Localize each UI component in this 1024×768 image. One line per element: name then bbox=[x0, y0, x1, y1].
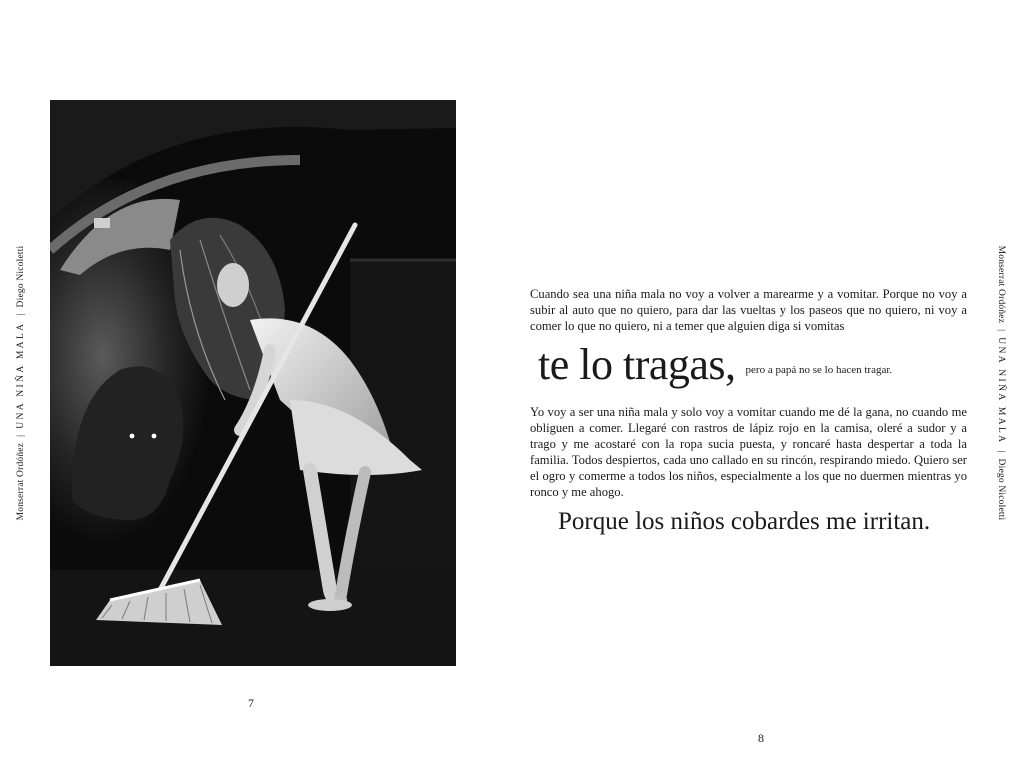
illustrator-name: Diego Nicoletti bbox=[996, 458, 1006, 521]
illustrator-name: Diego Nicoletti bbox=[16, 245, 26, 308]
separator: | bbox=[16, 434, 26, 437]
book-title: UNA NIÑA MALA bbox=[16, 321, 26, 429]
author-name: Monserrat Ordóñez bbox=[16, 442, 26, 521]
illustration bbox=[50, 100, 456, 666]
book-title: UNA NIÑA MALA bbox=[996, 337, 1006, 445]
pull-quote bbox=[538, 337, 968, 393]
author-name: Monserrat Ordóñez bbox=[996, 245, 1006, 324]
closing-line: Porque los niños cobardes me irritan. bbox=[558, 508, 931, 535]
pull-quote-large: te lo tragas, bbox=[538, 340, 736, 389]
right-page-running-header bbox=[988, 100, 1014, 666]
left-page-running-header bbox=[8, 100, 34, 666]
separator: | bbox=[16, 313, 26, 316]
separator: | bbox=[996, 450, 1006, 453]
pull-quote-small: pero a papá no se lo hacen tragar. bbox=[745, 364, 893, 376]
girl-sweeping-with-wolf-illustration-icon bbox=[50, 100, 456, 666]
separator: | bbox=[996, 329, 1006, 332]
paragraph-2: Yo voy a ser una niña mala y solo voy a vomitar cuando me dé la gana, no cuando me obliguen a comer. Llegaré con rastros de lápiz rojo en la camisa, oleré a sudor y a trago y me acostaré con la ropa sucia puesta, y roncaré hasta despertar a toda la familia. Todos despiertos, cada uno callado en su rincón, respirando miedo. Quiero ser el ogro y comerme a todos los niños, especialmente a los que no duermen mientras yo ronco y me ahogo. bbox=[530, 405, 967, 499]
paragraph-1: Cuando sea una niña mala no voy a volver a marearme y a vomitar. Porque no voy a subir al auto que no quiero, para dar las vueltas y los paseos que no quiero, ni voy a comer lo que no quiero, ni a temer que alguien diga si vomitas bbox=[530, 287, 967, 333]
page-number-left: 7 bbox=[248, 696, 254, 710]
page-number-right: 8 bbox=[758, 731, 764, 745]
